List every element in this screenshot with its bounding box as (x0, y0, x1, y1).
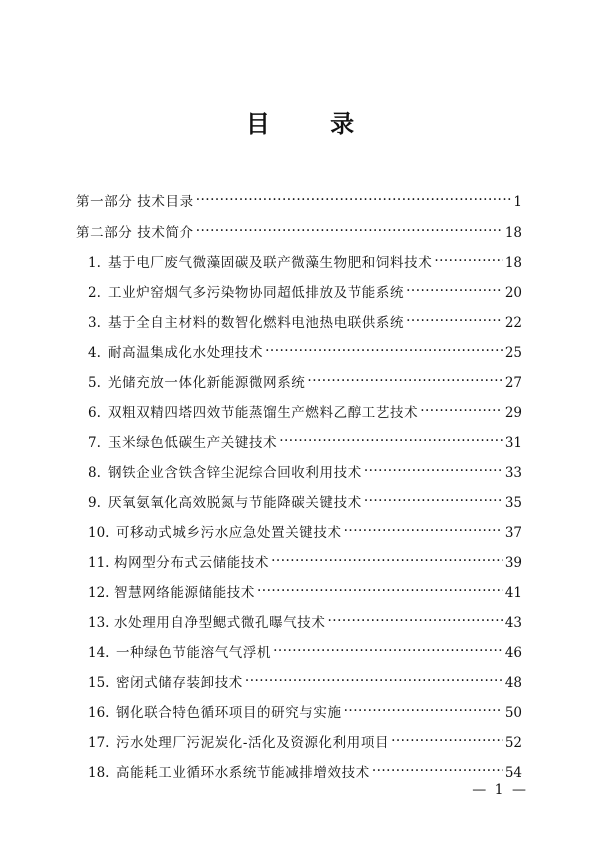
toc-page-number: 52 (504, 735, 522, 751)
toc-page-number: 25 (504, 345, 522, 361)
leader-dots (391, 727, 503, 747)
toc-item-title: 污水处理厂污泥炭化-活化及资源化利用项目 (116, 735, 390, 751)
page-footer-number: — 1 — (472, 782, 528, 798)
leader-dots (245, 667, 503, 687)
toc-item-title: 构网型分布式云储能技术 (114, 555, 270, 571)
leader-dots (265, 337, 503, 357)
toc-page-number: 46 (504, 645, 522, 661)
toc-page-number: 31 (504, 435, 522, 451)
leader-dots (257, 577, 503, 597)
toc-item-title: 厌氧氨氧化高效脱氮与节能降碳关键技术 (108, 495, 362, 511)
toc-page-number: 18 (504, 225, 522, 241)
leader-dots (279, 427, 503, 447)
toc-item[interactable] (88, 607, 522, 631)
toc-page-number: 20 (504, 285, 522, 301)
leader-dots (344, 517, 503, 537)
toc-item-number: 14. (88, 645, 110, 661)
toc-part-label: 第一部分 技术目录 (76, 194, 194, 210)
toc-part-label: 第二部分 技术简介 (76, 225, 194, 241)
toc-item-number: 9. (88, 495, 101, 511)
toc-page-number: 37 (504, 525, 522, 541)
toc-item-number: 11. (88, 555, 110, 571)
toc-item-title: 可移动式城乡污水应急处置关键技术 (116, 525, 342, 541)
toc-item-title: 双粗双精四塔四效节能蒸馏生产燃料乙醇工艺技术 (108, 405, 419, 421)
leader-dots (344, 697, 503, 717)
toc-item[interactable] (88, 577, 522, 601)
leader-dots (364, 457, 503, 477)
toc-page-number: 48 (504, 675, 522, 691)
toc-item-number: 3. (88, 315, 101, 331)
leader-dots (328, 607, 503, 627)
toc-item-title: 基于电厂废气微藻固碳及联产微藻生物肥和饲料技术 (108, 255, 433, 271)
toc-item-number: 13. (88, 615, 110, 631)
leader-dots (273, 637, 503, 657)
toc-page-number: 41 (504, 585, 522, 601)
leader-dots (196, 186, 512, 206)
toc-item-number: 7. (88, 435, 101, 451)
toc-item[interactable] (88, 547, 522, 571)
leader-dots (372, 757, 503, 777)
toc-page-number: 50 (504, 705, 522, 721)
toc-page-number: 43 (504, 615, 522, 631)
toc-page-number: 54 (504, 765, 522, 781)
toc-item[interactable] (88, 697, 522, 721)
leader-dots (420, 397, 503, 417)
toc-item[interactable] (88, 517, 522, 541)
toc-item-number: 5. (88, 375, 101, 391)
leader-dots (364, 487, 503, 507)
toc-item-title: 高能耗工业循环水系统节能减排增效技术 (116, 765, 370, 781)
toc-item[interactable] (88, 397, 522, 421)
toc-item[interactable] (88, 637, 522, 661)
toc-item[interactable] (88, 757, 522, 781)
toc-item-title: 耐高温集成化水处理技术 (108, 345, 264, 361)
toc-item-title: 基于全自主材料的数智化燃料电池热电联供系统 (108, 315, 405, 331)
toc-page-number: 39 (504, 555, 522, 571)
toc-item-number: 1. (88, 255, 101, 271)
toc-item[interactable] (88, 247, 522, 271)
toc-page-number: 29 (504, 405, 522, 421)
toc-item-title: 工业炉窑烟气多污染物协同超低排放及节能系统 (108, 285, 405, 301)
toc-part-2[interactable] (76, 217, 522, 241)
toc-item[interactable] (88, 277, 522, 301)
toc-item[interactable] (88, 427, 522, 451)
leader-dots (271, 547, 503, 567)
toc-item[interactable] (88, 367, 522, 391)
toc-item-number: 4. (88, 345, 101, 361)
toc-item-number: 12. (88, 585, 110, 601)
leader-dots (196, 217, 503, 237)
toc-page-number: 18 (504, 255, 522, 271)
toc-item-title: 钢铁企业含铁含锌尘泥综合回收利用技术 (108, 465, 362, 481)
toc-item[interactable] (88, 457, 522, 481)
toc-item-number: 10. (88, 525, 110, 541)
toc-item-title: 光储充放一体化新能源微网系统 (108, 375, 306, 391)
toc-page-number: 35 (504, 495, 522, 511)
toc-item-number: 8. (88, 465, 101, 481)
toc-item[interactable] (88, 307, 522, 331)
toc-page-number: 27 (504, 375, 522, 391)
leader-dots (434, 247, 503, 267)
toc-item-number: 17. (88, 735, 110, 751)
toc-item-number: 6. (88, 405, 101, 421)
leader-dots (406, 277, 503, 297)
toc-part-1[interactable] (76, 186, 522, 210)
toc-item[interactable] (88, 667, 522, 691)
toc-item-number: 18. (88, 765, 110, 781)
toc-item-number: 16. (88, 705, 110, 721)
page-title: 目 录 (245, 109, 381, 138)
toc-item-title: 密闭式储存装卸技术 (116, 675, 243, 691)
toc-item-title: 钢化联合特色循环项目的研究与实施 (116, 705, 342, 721)
toc-item[interactable] (88, 487, 522, 511)
toc-item-title: 水处理用自净型鳃式微孔曝气技术 (114, 615, 326, 631)
toc-item-number: 15. (88, 675, 110, 691)
toc-item-title: 一种绿色节能溶气气浮机 (116, 645, 272, 661)
leader-dots (406, 307, 503, 327)
leader-dots (307, 367, 502, 387)
toc-page-number: 22 (504, 315, 522, 331)
toc-item-number: 2. (88, 285, 101, 301)
toc-page-number: 33 (504, 465, 522, 481)
toc-item[interactable] (88, 727, 522, 751)
toc-page-number: 1 (513, 194, 522, 210)
toc-item-title: 玉米绿色低碳生产关键技术 (108, 435, 278, 451)
toc-item[interactable] (88, 337, 522, 361)
toc-item-title: 智慧网络能源储能技术 (114, 585, 255, 601)
